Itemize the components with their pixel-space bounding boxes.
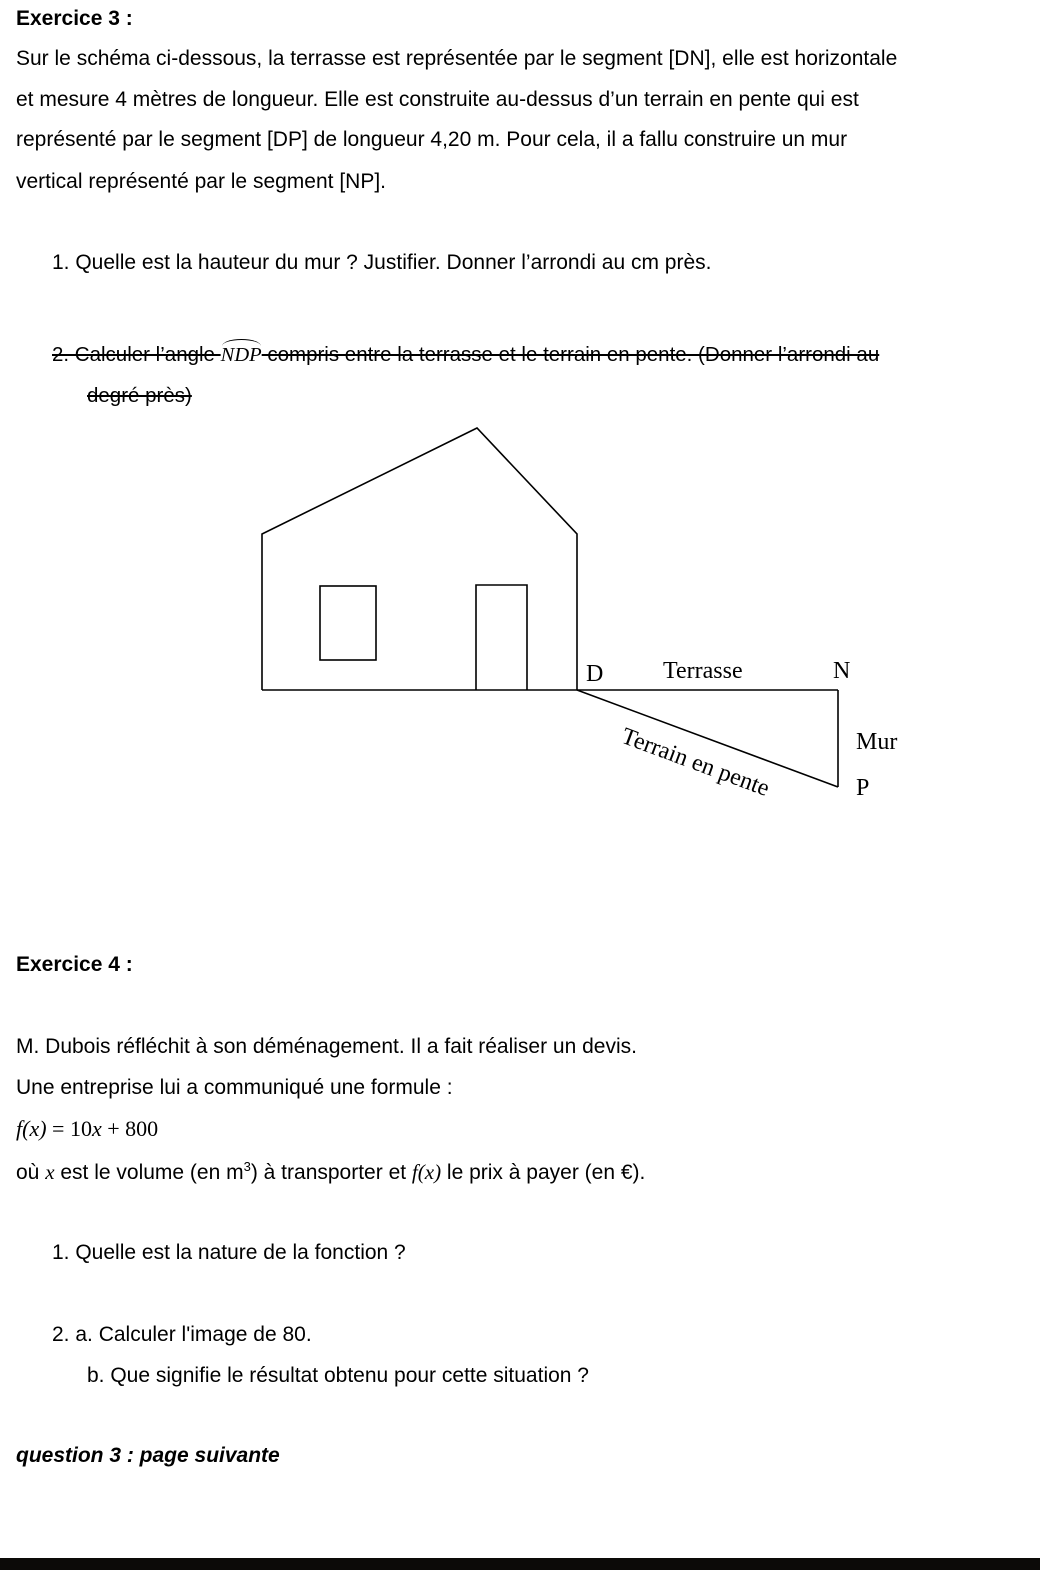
variable-x: x bbox=[45, 1160, 55, 1184]
function-fx: f(x) bbox=[411, 1160, 442, 1184]
ex4-question-1: 1. Quelle est la nature de la fonction ? bbox=[52, 1241, 406, 1264]
ex3-question-2 bbox=[52, 343, 879, 367]
cubic-exponent: 3 bbox=[243, 1159, 251, 1174]
ex4-line-4-part-1: où bbox=[16, 1161, 46, 1184]
ex3-paragraph-line-2: et mesure 4 mètres de longueur. Elle est construite au-dessus d’un terrain en pente qui est bbox=[16, 88, 859, 111]
house-window bbox=[320, 586, 376, 660]
formula-constant: 800 bbox=[125, 1116, 159, 1141]
ex4-line-4-part-4: le prix à payer (en €). bbox=[441, 1161, 646, 1184]
label-mur: Mur bbox=[856, 729, 898, 755]
label-d: D bbox=[586, 661, 604, 687]
ex4-question-2b: b. Que signifie le résultat obtenu pour cette situation ? bbox=[87, 1364, 589, 1387]
formula-variable: x bbox=[91, 1116, 102, 1141]
label-n: N bbox=[833, 658, 851, 684]
ex3-q2-suffix: compris entre la terrasse et le terrain en pente. (Donner l’arrondi au bbox=[261, 343, 880, 366]
house-outline bbox=[262, 428, 577, 690]
exercise-4-title: Exercice 4 : bbox=[16, 953, 133, 976]
next-page-note: question 3 : page suivante bbox=[16, 1444, 280, 1467]
ex4-formula bbox=[16, 1116, 158, 1142]
ex3-paragraph-line-1: Sur le schéma ci-dessous, la terrasse est représentée par le segment [DN], elle est horizontale bbox=[16, 47, 898, 70]
label-terrain-en-pente: Terrain en pente bbox=[617, 723, 773, 802]
formula-equals: = bbox=[52, 1116, 65, 1141]
formula-coefficient: 10 bbox=[69, 1116, 92, 1141]
formula-lhs: f(x) bbox=[16, 1116, 47, 1141]
ex4-line-4-part-2: est le volume (en m bbox=[54, 1161, 244, 1184]
label-p: P bbox=[856, 775, 870, 801]
ex4-line-4-part-3: ) à transporter et bbox=[250, 1161, 412, 1184]
bottom-dark-bar bbox=[0, 1558, 1040, 1570]
exercise-3-title: Exercice 3 : bbox=[16, 7, 133, 30]
angle-ndp: NDP bbox=[220, 344, 262, 366]
ex4-line-4 bbox=[16, 1159, 645, 1185]
house-terrace-diagram bbox=[0, 420, 1040, 840]
ex4-line-1: M. Dubois réfléchit à son déménagement. Il a fait réaliser un devis. bbox=[16, 1035, 637, 1058]
ex3-question-1: 1. Quelle est la hauteur du mur ? Justifier. Donner l’arrondi au cm près. bbox=[52, 251, 712, 274]
ex3-q2-prefix: 2. Calculer l’angle bbox=[52, 343, 221, 366]
label-terrasse: Terrasse bbox=[663, 658, 743, 684]
ex4-line-2: Une entreprise lui a communiqué une formule : bbox=[16, 1076, 453, 1099]
formula-plus: + bbox=[107, 1116, 120, 1141]
ex3-question-2-line-2: degré près) bbox=[87, 384, 192, 407]
house-door bbox=[476, 585, 527, 690]
ex3-paragraph-line-3: représenté par le segment [DP] de longueur 4,20 m. Pour cela, il a fallu construire un mur bbox=[16, 128, 848, 151]
ex4-question-2a: 2. a. Calculer l'image de 80. bbox=[52, 1323, 312, 1346]
ex3-paragraph-line-4: vertical représenté par le segment [NP]. bbox=[16, 170, 387, 193]
